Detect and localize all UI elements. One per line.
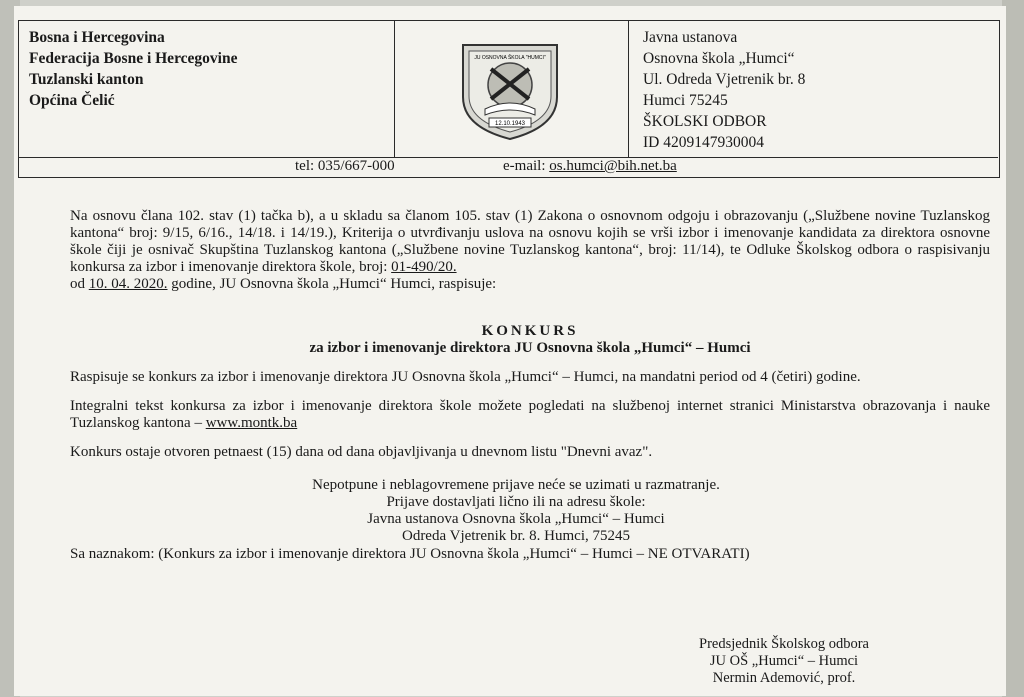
school-line: Humci 75245 (643, 92, 728, 109)
decision-date: 10. 04. 2020. (88, 276, 168, 292)
instruction-line: Prijave dostavljati lično ili na adresu škole: (386, 494, 646, 510)
authority-line: Tuzlanski kanton (29, 71, 144, 88)
signature-line: Nermin Ademović, prof. (712, 670, 856, 686)
paragraph-mandate: Raspisuje se konkurs za izbor i imenovanje direktora JU Osnovna škola „Humci“ – Humci, na mandatni period od 4 (četiri) godine. (70, 369, 861, 385)
paragraph-full-text (70, 398, 990, 432)
announcement-body (70, 208, 990, 563)
letterhead-authority (19, 21, 395, 157)
signature-block (674, 636, 894, 687)
seal-name: JU OSNOVNA ŠKOLA "HUMCI" (474, 55, 546, 61)
instruction-line: Odreda Vjetrenik br. 8. Humci, 75245 (401, 528, 630, 544)
intro-text-date-prefix: od (70, 276, 89, 292)
school-line: Ul. Odreda Vjetrenik br. 8 (643, 71, 806, 88)
decision-number: 01-490/20. (391, 259, 457, 275)
intro-paragraph (70, 208, 990, 293)
school-line: Osnovna škola „Humci“ (643, 50, 795, 67)
announcement-subtitle: za izbor i imenovanje direktora JU Osnovna škola „Humci“ – Humci (309, 340, 751, 356)
school-line: ŠKOLSKI ODBOR (643, 113, 767, 130)
ministry-website-link[interactable]: www.montk.ba (205, 415, 298, 431)
submission-instructions (256, 477, 776, 545)
authority-line: Federacija Bosne i Hercegovine (29, 50, 238, 67)
signature-line: Predsjednik Školskog odbora (699, 636, 869, 652)
email-link[interactable]: os.humci@bih.net.ba (549, 158, 677, 174)
letterhead-school (629, 21, 999, 157)
intro-text-end: godine, JU Osnovna škola „Humci“ Humci, raspisuje: (167, 276, 497, 292)
school-line: ID 4209147930004 (643, 134, 764, 151)
phone-number: tel: 035/667-000 (295, 158, 395, 174)
authority-line: Bosna i Hercegovina (29, 29, 165, 46)
paragraph-deadline: Konkurs ostaje otvoren petnaest (15) dana od dana objavljivanja u dnevnom listu "Dnevni avaz". (70, 444, 653, 460)
school-seal-icon (455, 39, 565, 143)
envelope-marking: Sa naznakom: (Konkurs za izbor i imenovanje direktora JU Osnovna škola „Humci“ – Humci – NE OTVARATI) (70, 546, 750, 562)
email-contact (503, 158, 677, 175)
letterhead (18, 20, 1000, 178)
instruction-line: Nepotpune i neblagovremene prijave neće se uzimati u razmatranje. (312, 477, 720, 493)
signature-line: JU OŠ „Humci“ – Humci (709, 653, 859, 669)
intro-text: Na osnovu člana 102. stav (1) tačka b), a u skladu sa članom 105. stav (1) Zakona o osnovnom odgoju i obrazovanju („Službene novine Tuzlanskog kantona“ broj: 9/15, 6/16., 14/18. i 14/19.), Kriterija o utvrđivanju uslova na osnovu kojih se vrši izbor i imenovanje kandidata za direktora osnovne škole čiji je osnivač Skupština Tuzlanskog kantona („Službene novine Tuzlanskog kantona“, broj: 11/14), te Odluke Školskog odbora o raspisivanju konkursa za izbor i imenovanje direktora škole, broj: (70, 208, 990, 275)
seal-date: 12.10.1943 (494, 121, 526, 127)
email-label: e-mail: (503, 158, 550, 174)
school-line: Javna ustanova (643, 29, 738, 46)
full-text-note: Integralni tekst konkursa za izbor i imenovanje direktora škole možete pogledati na službenoj internet stranici Ministarstva obrazovanja i nauke Tuzlanskog kantona – (70, 398, 990, 431)
letterhead-seal-cell (395, 21, 629, 157)
instruction-line: Javna ustanova Osnovna škola „Humci“ – Humci (367, 511, 665, 527)
announcement-title: KONKURS (481, 323, 579, 339)
document-page (14, 6, 1006, 696)
letterhead-contact (19, 157, 998, 177)
authority-line: Općina Čelić (29, 92, 115, 109)
